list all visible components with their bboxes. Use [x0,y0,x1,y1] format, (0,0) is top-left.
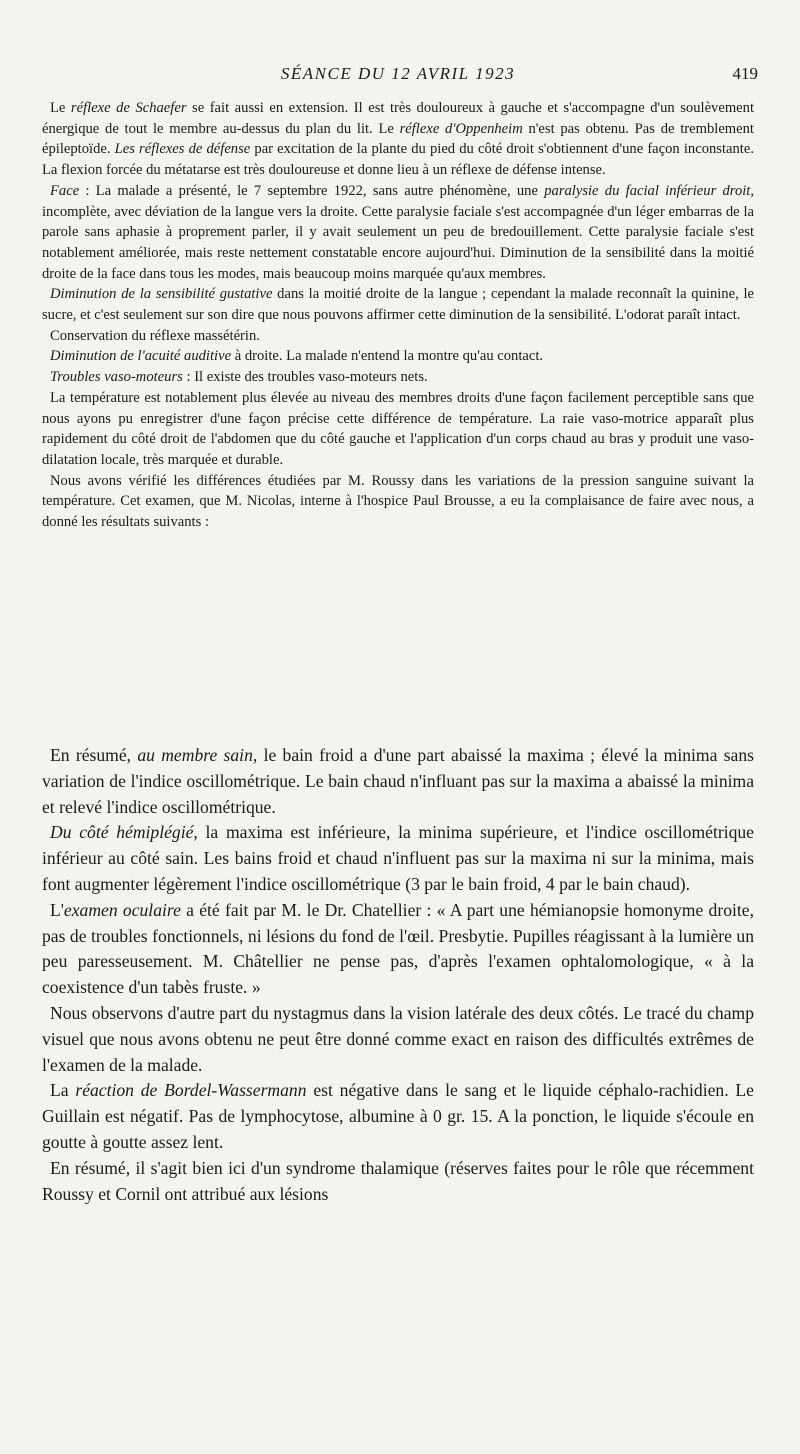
paragraph-temperature: La température est notablement plus élevée au niveau des membres droits d'une façon facilement perceptible sans que nous ayons pu enregistrer d'une façon précise cette différence de température. La raie vaso-motrice apparaît plus rapidement du côté droit de l'abdomen que du côté gauche et l'application d'un corps chaud au bras y produit une vaso-dilatation locale, très marquée et durable. [42,389,754,468]
paragraph-auditive: Diminution de l'acuité auditive à droite. La malade n'entend la montre qu'au contact. [50,348,544,365]
main-text-large-type [42,743,754,1207]
paragraph-wassermann: La réaction de Bordel-Wassermann est négative dans le sang et le liquide céphalo-rachidien. Le Guillain est négatif. Pas de lymphocytose, albumine à 0 gr. 15. A la ponction, le liquide s'écoule en goutte à goutte assez lent. [42,1080,754,1152]
paragraph-schaefer: Le réflexe de Schaefer se fait aussi en extension. Il est très douloureux à gauche et s'accompagne d'un soulèvement énergique de tout le membre au-dessus du plan du lit. Le réflexe d'Oppenheim n'est pas obtenu. Pas de tremblement épileptoïde. Les réflexes de défense par excitation de la plante du pied du côté droit s'obtiennent d'une façon inconstante. La flexion forcée du métatarse est très douloureuse et donne lieu à un réflexe de défense intense. [42,100,754,179]
paragraph-masseterin: Conservation du réflexe massétérin. [50,327,260,344]
italic-term: Diminution de l'acuité auditive [50,348,232,365]
italic-term: Du côté hémiplégié, [50,822,198,843]
italic-term: Troubles vaso-moteurs [50,369,183,386]
italic-term: Diminution de la sensibilité gustative [50,286,273,303]
paragraph-cote-hemiplegie: Du côté hémiplégié, la maxima est inférieure, la minima supérieure, et l'indice oscillométrique inférieur au côté sain. Les bains froid et chaud n'influent pas sur la maxima ni sur la minima, mais font augmenter légèrement l'indice oscillométrique (3 par le bain froid, 4 par le bain chaud). [42,822,754,894]
italic-term: réflexe d'Oppenheim [399,120,523,137]
paragraph-vaso-moteurs: Troubles vaso-moteurs : Il existe des troubles vaso-moteurs nets. [50,369,428,386]
paragraph-resume-final: En résumé, il s'agit bien ici d'un syndrome thalamique (réserves faites pour le rôle que récemment Roussy et Cornil ont attribué aux lésions [42,1157,754,1204]
paragraph-face: Face : La malade a présenté, le 7 septembre 1922, sans autre phénomène, une paralysie du facial inférieur droit, incomplète, avec déviation de la langue vers la droite. Cette paralysie faciale s'est accompagnée d'un léger embarras de la parole sans aphasie à proprement parler, il y avait seulement un peu de bredouillement. Cette paralysie faciale s'est notablement améliorée, mais reste nettement constatable encore aujourd'hui. Diminution de la sensibilité dans la moitié droite de la face dans tous les modes, mais beaucoup moins marquée qu'aux membres. [42,182,755,282]
italic-term: paralysie du facial inférieur droit, [544,182,755,199]
italic-term: réaction de Bordel-Wassermann [75,1080,307,1101]
paragraph-resume-membre-sain: En résumé, au membre sain, le bain froid a d'une part abaissé la maxima ; élevé la minima sans variation de l'indice oscillométrique. Le bain chaud n'influant pas sur la maxima a abaissé la minima et relevé l'indice oscillométrique. [42,745,755,817]
page-header [38,64,758,90]
italic-term: Les réflexes de défense [114,141,251,158]
clinical-notes-small-type [42,98,754,533]
paragraph-pression: Nous avons vérifié les différences étudiées par M. Roussy dans les variations de la pression sanguine suivant la température. Cet examen, que M. Nicolas, interne à l'hospice Paul Brousse, a eu la complaisance de faire avec nous, a donné les résultats suivants : [42,472,754,531]
paragraph-nystagmus: Nous observons d'autre part du nystagmus dans la vision latérale des deux côtés. Le tracé du champ visuel que nous avons obtenu ne peut être donné comme exact en raison des difficultés extrêmes de l'examen de la malade. [42,1002,754,1075]
paragraph-examen-oculaire: L'examen oculaire a été fait par M. le Dr. Chatellier : « A part une hémianopsie homonyme droite, pas de troubles fonctionnels, ni lésions du fond de l'œil. Presbytie. Pupilles réagissant à la lumière un peu paresseusement. M. Châtellier ne pense pas, d'après l'examen ophtalomologique, « à la coexistence d'un tabès fruste. » [42,899,754,998]
italic-term: réflexe de Schaefer [70,100,187,116]
italic-term: Face [50,182,80,199]
running-head: SÉANCE DU 12 AVRIL 1923 [280,64,516,83]
italic-term: examen oculaire [63,899,181,920]
paragraph-gustative: Diminution de la sensibilité gustative dans la moitié droite de la langue ; cependant la malade reconnaît la quinine, le sucre, et c'est seulement sur son dire que nous pouvons affirmer cette diminution de la sensibilité. L'odorat paraît intact. [42,286,754,324]
italic-term: au membre sain, [137,745,258,765]
page-number: 419 [732,64,758,83]
